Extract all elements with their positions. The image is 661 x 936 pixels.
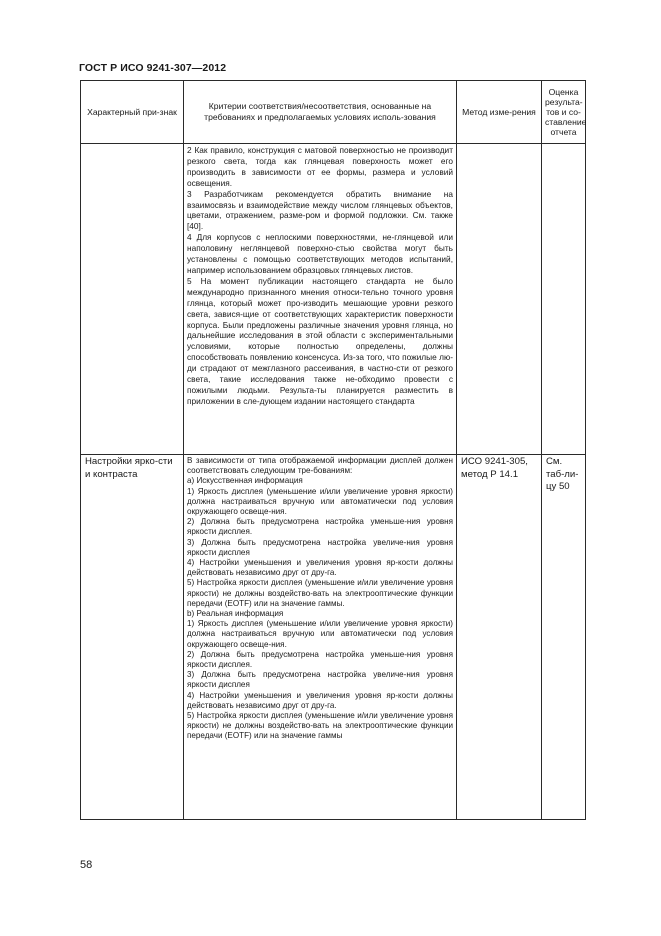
- method-cell: [457, 144, 542, 455]
- column-header-feature: Характерный при-знак: [81, 81, 184, 144]
- method-cell: ИСО 9241-305, метод Р 14.1: [457, 455, 542, 820]
- criteria-table: [80, 80, 586, 820]
- criteria-cell: [184, 455, 457, 820]
- criteria-paragraph: 1) Яркость дисплея (уменьшение и/или увеличение уровня яркости) должна настраиваться вручную или автоматически под условия окружающего освеще-ния.: [187, 619, 453, 649]
- criteria-paragraph: 5) Настройка яркости дисплея (уменьшение и/или увеличение уровня яркости) не должны воздейство-вать на электрооптические функции передачи (EOTF) или на значение гаммы.: [187, 578, 453, 608]
- report-cell: См. таб-ли-цу 50: [542, 455, 586, 820]
- criteria-paragraph: 2) Должна быть предусмотрена настройка уменьше-ния уровня яркости дисплея.: [187, 517, 453, 537]
- criteria-paragraph: В зависимости от типа отображаемой информации дисплей должен соответствовать следующим тре-бованиям:: [187, 456, 453, 476]
- criteria-paragraph: 4) Настройки уменьшения и увеличения уровня яр-кости должны действовать независимо друг от дру-га.: [187, 558, 453, 578]
- column-header-method: Метод изме-рения: [457, 81, 542, 144]
- criteria-paragraph: 4) Настройки уменьшения и увеличения уровня яр-кости должны действовать независимо друг от дру-га.: [187, 690, 453, 710]
- criteria-paragraph: b) Реальная информация: [187, 609, 284, 619]
- criteria-cell: [184, 144, 457, 455]
- document-header: ГОСТ Р ИСО 9241-307—2012: [79, 62, 227, 74]
- criteria-paragraph: 2 Как правило, конструкция с матовой поверхностью не производит резкого света, тогда как глянцевая поверхность может его производить в зависимости от ее формы, размера и условий освещения.: [187, 145, 453, 188]
- report-cell: [542, 144, 586, 455]
- criteria-paragraph: 2) Должна быть предусмотрена настройка уменьше-ния уровня яркости дисплея.: [187, 649, 453, 670]
- column-header-report: Оценка результа-тов и со-ставление отчета: [542, 81, 586, 144]
- table-row: [81, 144, 586, 455]
- table-header-row: [81, 81, 586, 144]
- criteria-paragraph: 1) Яркость дисплея (уменьшение и/или увеличение уровня яркости) должна настраиваться вручную или автоматически под условия окружающего освеще-ния.: [187, 486, 453, 517]
- page-number: 58: [80, 859, 93, 871]
- criteria-paragraph: 3 Разработчикам рекомендуется обратить внимание на взаимосвязь и взаимодействие между числом глянцевых объектов, цветами, отражением, разме-ром и формой подложки. См. также [40].: [187, 188, 453, 232]
- criteria-paragraph: а) Искусственная информация: [187, 476, 303, 486]
- criteria-paragraph: 4 Для корпусов с неплоскими поверхностями, не-глянцевой или наполовину неглянцевой поверхно-стью свойства могут быть установлены с помощью соответствующих методов испытаний, например использованием образцовых глянцевых листов.: [187, 232, 453, 275]
- criteria-paragraph: 3) Должна быть предусмотрена настройка увеличе-ния уровня яркости дисплея: [187, 537, 453, 557]
- feature-cell: Настройки ярко-сти и контраста: [81, 455, 184, 820]
- table-row: [81, 455, 586, 820]
- feature-cell: [81, 144, 184, 455]
- criteria-paragraph: 5) Настройка яркости дисплея (уменьшение и/или увеличение уровня яркости) не должны воздейство-вать на электрооптические функции передачи (EOTF) или на значение гаммы: [187, 711, 453, 741]
- criteria-paragraph: 3) Должна быть предусмотрена настройка увеличе-ния уровня яркости дисплея: [187, 670, 453, 690]
- column-header-criteria: Критерии соответствия/несоответствия, основанные на требованиях и предполагаемых условиях исполь-зования: [184, 81, 457, 144]
- criteria-paragraph: 5 На момент публикации настоящего стандарта не было международно признанного мнения относи-тельно точного уровня глянца, который может про-изводить мешающие уровни резкого света, завися-щие от соответствующих характеристик поверхности корпуса. Были предложены различные значения уровня глянца, но дальнейшие исследования в этой области с экспериментальными условиями, которые полностью определены, должны способствовать появлению консенсуса. Из-за того, что пожилые лю-ди страдают от межглазного рассеивания, в частно-сти от резкого света, такие исследования также не-обходимо провести с пожилыми людьми. Результа-ты планируется разместить в приложении в сле-дующем издании настоящего стандарта: [187, 275, 453, 406]
